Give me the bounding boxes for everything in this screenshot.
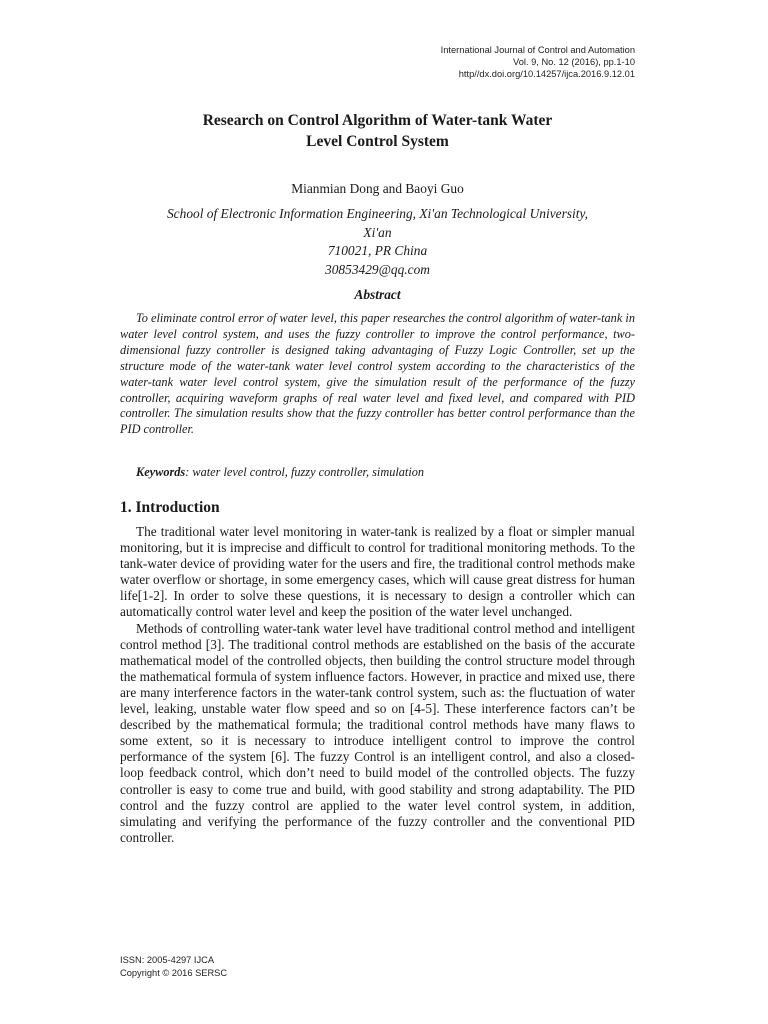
affiliation [120, 205, 635, 279]
keywords-label: Keywords [136, 465, 186, 479]
abstract-body: To eliminate control error of water level, this paper researches the control algorithm of water-tank in water level control system, and uses the fuzzy controller to improve the control performance, two-dimensional fuzzy controller is designed taking advantaging of Fuzzy Logic Controller, set up the structure mode of the water-tank water level control system according to the characteristics of the water-tank water level control system, give the simulation result of the performance of the fuzzy controller, acquiring waveform graphs of real water level and fixed level, and compared with PID controller. The simulation results show that the fuzzy controller has better control performance than the PID controller. [120, 311, 635, 437]
title-line-2: Level Control System [306, 133, 449, 150]
introduction-paragraph-1: The traditional water level monitoring in water-tank is realized by a float or simpler manual monitoring, but it is imprecise and difficult to control for traditional monitoring methods. To the tank-water device of providing water for the users and fire, the traditional control methods make water overflow or shortage, in some emergency cases, which will cause great distress for human life[1-2]. In order to solve these questions, it is necessary to design a controller which can automatically control water level and keep the position of the water level unchanged. [120, 524, 635, 620]
keywords [136, 464, 636, 480]
author-email: 30853429@qq.com [325, 261, 430, 277]
journal-doi: http//dx.doi.org/10.14257/ijca.2016.9.12.01 [458, 69, 635, 79]
introduction-paragraph-2: Methods of controlling water-tank water level have traditional control method and intelligent control method [3]. The traditional control methods are established on the basis of the accurate mathematical model of the controlled objects, then building the control structure model through the mathematical formula of system influence factors. However, in practice and mixed use, there are many interference factors in the water-tank control system, such as: the fluctuation of water level, leaking, unstable water flow speed and so on [4-5]. These interference factors can’t be described by the mathematical formula; the traditional control methods have many flaws to some extent, so it is necessary to introduce intelligent control to improve the control performance of the system [6]. The fuzzy Control is an intelligent control, and also a closed-loop feedback control, which don’t need to build model of the controlled objects. The fuzzy controller is easy to come true and build, with good stability and strong adaptability. The PID control and the fuzzy control are applied to the water level control system, in addition, simulating and verifying the performance of the fuzzy controller and the conventional PID controller. [120, 620, 635, 845]
authors: Mianmian Dong and Baoyi Guo [291, 181, 464, 196]
title-line-1: Research on Control Algorithm of Water-tank Water [202, 112, 553, 129]
paper-title [120, 110, 635, 152]
affiliation-line-2: Xi'an [363, 224, 392, 240]
introduction-heading: 1. Introduction [120, 499, 220, 516]
affiliation-line-1: School of Electronic Information Engineering, Xi'an Technological University, [166, 206, 588, 221]
footer-copyright: Copyright © 2016 SERSC [120, 968, 228, 978]
keywords-text: : water level control, fuzzy controller, simulation [185, 465, 425, 479]
affiliation-line-3: 710021, PR China [327, 243, 428, 258]
journal-header [275, 44, 635, 80]
abstract-heading: Abstract [354, 287, 401, 302]
introduction-body [120, 524, 635, 846]
footer-issn: ISSN: 2005-4297 IJCA [120, 955, 215, 965]
journal-volume: Vol. 9, No. 12 (2016), pp.1-10 [513, 57, 635, 67]
page-footer [120, 954, 420, 980]
journal-name: International Journal of Control and Automation [440, 45, 635, 55]
